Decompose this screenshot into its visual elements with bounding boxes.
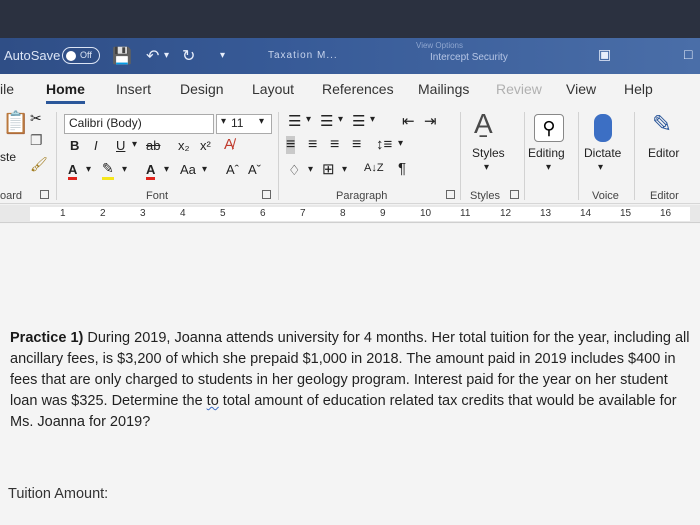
chevron-down-icon[interactable]: ▾: [308, 164, 314, 175]
bullets-icon[interactable]: ☰: [288, 113, 302, 130]
autosave-label: AutoSave: [4, 48, 61, 63]
line-spacing-icon[interactable]: ↕≡: [376, 136, 393, 153]
ruler-number: 9: [380, 208, 386, 219]
chevron-down-icon[interactable]: ▾: [132, 139, 138, 150]
paragraph-group-label: Paragraph: [336, 190, 388, 202]
ribbon: [0, 106, 700, 204]
paragraph-launcher-icon[interactable]: [446, 190, 455, 199]
format-painter-icon[interactable]: 🖌: [30, 156, 48, 172]
chevron-down-icon: ▾: [259, 116, 265, 127]
clipboard-launcher-icon[interactable]: [40, 190, 49, 199]
editor-pen-icon[interactable]: ✎: [652, 111, 673, 138]
ruler-number: 1: [60, 208, 66, 219]
ribbon-tabs: [0, 74, 700, 106]
document-name[interactable]: Taxation M...: [268, 50, 338, 61]
italic-button[interactable]: I: [94, 138, 98, 153]
tab-review[interactable]: Review: [496, 81, 542, 97]
underline-button[interactable]: U: [116, 138, 126, 153]
dictate-button[interactable]: Dictate: [584, 146, 622, 160]
practice-label: Practice 1): [10, 330, 84, 346]
highlight-icon[interactable]: ✎: [102, 160, 114, 180]
numbering-icon[interactable]: ☰: [320, 113, 334, 130]
tab-layout[interactable]: Layout: [252, 81, 295, 97]
chevron-down-icon[interactable]: ▾: [202, 164, 208, 175]
clipboard-group-label: oard: [0, 190, 23, 202]
chevron-down-icon[interactable]: ▾: [398, 138, 404, 149]
tab-view[interactable]: View: [566, 81, 597, 97]
ruler-number: 10: [420, 208, 432, 219]
chevron-down-icon[interactable]: ▾: [546, 162, 552, 173]
clear-formatting-icon[interactable]: A̸: [224, 136, 235, 153]
divider: [56, 112, 57, 200]
tab-references[interactable]: References: [322, 81, 394, 97]
ruler-number: 4: [180, 208, 186, 219]
font-size-box[interactable]: [216, 114, 272, 134]
chevron-down-icon[interactable]: ▾: [484, 162, 490, 173]
editor-button[interactable]: Editor: [648, 146, 680, 160]
chevron-down-icon[interactable]: ▾: [342, 164, 348, 175]
title-bar: [0, 38, 700, 74]
change-case-button[interactable]: Aa: [180, 162, 196, 177]
font-size-value: 11: [231, 116, 244, 130]
shrink-font-button[interactable]: Aˇ: [248, 162, 261, 177]
ruler-number: 6: [260, 208, 266, 219]
ruler-number: 13: [540, 208, 552, 219]
justify-icon[interactable]: ≡: [352, 136, 362, 153]
customize-toolbar-icon[interactable]: ▾: [220, 50, 226, 61]
save-icon[interactable]: 💾: [112, 48, 132, 65]
show-formatting-button[interactable]: ¶: [398, 160, 407, 177]
document-page[interactable]: [0, 224, 700, 525]
user-name[interactable]: Intercept Security: [430, 52, 508, 63]
font-launcher-icon[interactable]: [262, 190, 271, 199]
styles-icon[interactable]: A̱: [474, 108, 493, 139]
grow-font-button[interactable]: Aˆ: [226, 162, 239, 177]
tab-mailings[interactable]: Mailings: [418, 81, 470, 97]
tuition-amount-label[interactable]: Tuition Amount:: [8, 486, 109, 502]
shading-icon[interactable]: ♢: [288, 162, 301, 178]
align-left-icon[interactable]: ≡: [286, 136, 296, 153]
chevron-down-icon[interactable]: ▾: [370, 114, 376, 125]
chevron-down-icon[interactable]: ▾: [598, 162, 604, 173]
styles-group-label: Styles: [470, 190, 500, 202]
chevron-down-icon[interactable]: ▾: [122, 164, 128, 175]
view-options-label: View Options: [416, 41, 463, 50]
sort-button[interactable]: A↓Z: [364, 162, 384, 174]
tab-file[interactable]: ile: [0, 81, 15, 97]
divider: [460, 112, 461, 200]
tab-help[interactable]: Help: [624, 81, 653, 97]
font-color-button[interactable]: A: [146, 162, 155, 180]
font-name-value: Calibri (Body): [69, 116, 142, 130]
font-name-box[interactable]: [64, 114, 214, 134]
autosave-state: Off: [80, 50, 92, 60]
ribbon-display-icon[interactable]: ▣: [598, 46, 612, 62]
editing-button[interactable]: Editing: [528, 146, 565, 160]
tab-home[interactable]: Home: [46, 81, 85, 97]
ruler-number: 12: [500, 208, 512, 219]
decrease-indent-icon[interactable]: ⇤: [402, 113, 415, 130]
ruler-number: 2: [100, 208, 106, 219]
ruler-number: 14: [580, 208, 592, 219]
ruler-number: 8: [340, 208, 346, 219]
undo-dropdown-icon[interactable]: ▾: [164, 50, 170, 61]
practice-paragraph[interactable]: [10, 328, 696, 433]
styles-button[interactable]: Styles: [472, 146, 505, 160]
paragraph-text-part1: During 2019, Joanna attends university for 4 months. Her total tuition for the year, including all ancillary fees, is $3,200 of which she prepaid $1,000 in 2018. The amount paid in 2019 includes $400 in fees that are only charged to students in her geology program. Interest paid for the year on her student loan was $325. Determine the: [10, 330, 690, 409]
undo-icon[interactable]: ↶: [146, 48, 160, 65]
chevron-down-icon[interactable]: ▾: [306, 114, 312, 125]
chevron-down-icon[interactable]: ▾: [164, 164, 170, 175]
voice-group-label: Voice: [592, 190, 619, 202]
microphone-icon[interactable]: [594, 114, 612, 142]
align-right-icon[interactable]: ≡: [330, 136, 340, 153]
minimize-icon[interactable]: □: [684, 46, 693, 62]
subscript-button[interactable]: x₂: [178, 138, 190, 153]
chevron-down-icon: ▾: [221, 116, 227, 127]
chevron-down-icon[interactable]: ▾: [86, 164, 92, 175]
bold-button[interactable]: B: [70, 138, 80, 153]
ruler-number: 3: [140, 208, 146, 219]
ruler-number: 15: [620, 208, 632, 219]
divider: [578, 112, 579, 200]
copy-icon[interactable]: ❐: [30, 132, 43, 148]
paragraph-text-part2: total amount of education related tax credits that would be available for Ms. Joanna for 2019?: [10, 393, 677, 430]
paste-icon[interactable]: 📋: [2, 110, 30, 135]
divider: [634, 112, 635, 200]
paste-label[interactable]: ste: [0, 150, 17, 164]
horizontal-ruler[interactable]: [0, 205, 700, 223]
ruler-number: 7: [300, 208, 306, 219]
ruler-number: 16: [660, 208, 672, 219]
text-effects-button[interactable]: A: [68, 162, 77, 180]
ruler-number: 11: [460, 208, 471, 219]
autosave-toggle[interactable]: [62, 47, 100, 64]
strikethrough-button[interactable]: ab: [146, 138, 161, 153]
redo-icon[interactable]: ↻: [182, 48, 196, 65]
search-icon[interactable]: ⚲: [534, 114, 564, 142]
multilevel-list-icon[interactable]: ☰: [352, 113, 366, 130]
superscript-button[interactable]: x²: [200, 138, 211, 153]
font-group-label: Font: [146, 190, 169, 202]
tab-design[interactable]: Design: [180, 81, 224, 97]
increase-indent-icon[interactable]: ⇥: [424, 113, 437, 130]
ruler-track: [30, 207, 690, 221]
align-center-icon[interactable]: ≡: [308, 136, 318, 153]
chevron-down-icon[interactable]: ▾: [338, 114, 344, 125]
flagged-word[interactable]: to: [206, 393, 219, 409]
styles-launcher-icon[interactable]: [510, 190, 519, 199]
editor-group-label: Editor: [650, 190, 679, 202]
tab-insert[interactable]: Insert: [116, 81, 152, 97]
borders-icon[interactable]: ⊞: [322, 161, 335, 178]
ruler-number: 5: [220, 208, 226, 219]
toggle-knob: [66, 51, 76, 61]
cut-icon[interactable]: ✂: [30, 110, 42, 126]
divider: [524, 112, 525, 200]
divider: [278, 112, 279, 200]
